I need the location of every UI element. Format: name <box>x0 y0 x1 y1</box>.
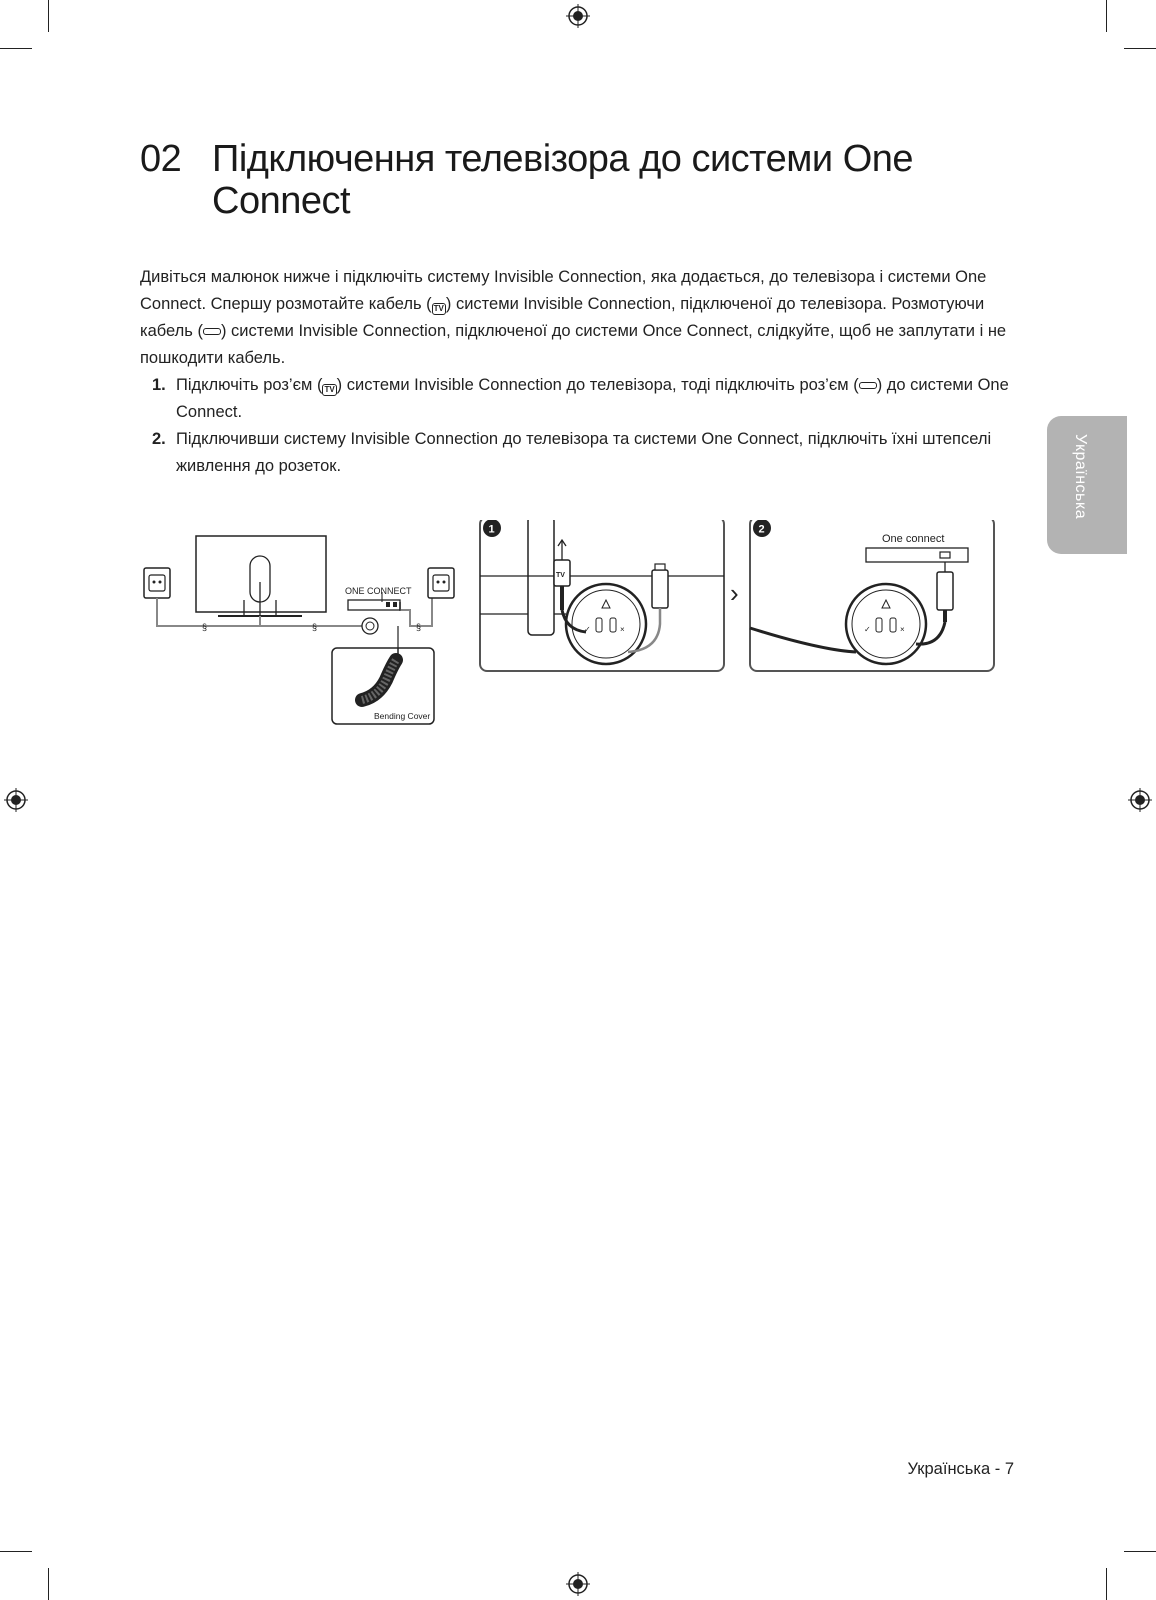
step-2-panel <box>750 520 994 671</box>
svg-text:2: 2 <box>758 523 765 536</box>
cable-reel-icon <box>846 584 926 664</box>
svg-text:×: × <box>900 625 905 634</box>
svg-text:§: § <box>312 622 318 632</box>
svg-text:✓: ✓ <box>584 625 591 634</box>
cable-reel-icon <box>362 618 378 634</box>
page-number: Українська - 7 <box>907 1460 1014 1478</box>
overview-diagram <box>144 536 454 724</box>
crop-mark-top-left-v <box>48 0 49 32</box>
tv-icon <box>196 536 326 616</box>
one-connect-connector-icon <box>859 382 877 389</box>
one-connect-box-icon <box>345 586 412 610</box>
svg-text:×: × <box>620 625 625 634</box>
step-number: 2. <box>152 430 166 448</box>
wall-outlet-left-icon <box>144 568 170 598</box>
wall-outlet-right-icon <box>428 568 454 598</box>
svg-text:✓: ✓ <box>864 625 871 634</box>
step-1-panel <box>480 520 724 671</box>
tv-connector-icon: TV <box>433 304 444 313</box>
svg-text:§: § <box>416 622 422 632</box>
next-step-arrow-icon: › <box>730 578 739 608</box>
one-connect-label: One connect <box>882 533 945 545</box>
crop-mark-bottom-left-h <box>0 1551 32 1552</box>
steps-list <box>140 372 1020 480</box>
list-item: 2. Підключивши систему Invisible Connection до телевізора та системи One Connect, підключіть їхні штепселі живлення до розеток. <box>140 426 1020 480</box>
tv-connector-icon: TV <box>324 385 335 394</box>
crop-mark-bottom-right-v <box>1106 1568 1107 1600</box>
connection-diagram <box>140 520 1020 750</box>
step-number: 1. <box>152 376 166 394</box>
registration-mark-top <box>566 4 590 28</box>
one-connect-connector-icon <box>203 328 221 335</box>
intro-paragraph: Дивіться малюнок нижче і підключіть систему Invisible Connection, яка додається, до телевізора і системи One Connect. Спершу розмотайте кабель ( TV ) системи Invisible Connection, підключеної до телевізора. Розмотуючи кабель ( ) системи Invisible Connection, підключеної до системи Once Connect, слідкуйте, щоб не заплутати і не пошкодити кабель. <box>140 268 1007 367</box>
section-number: 02 <box>140 138 182 180</box>
one-connect-plug-icon <box>652 570 668 608</box>
crop-mark-top-left-h <box>0 48 32 49</box>
registration-mark-right <box>1128 788 1152 812</box>
svg-text:§: § <box>202 622 208 632</box>
crop-mark-bottom-left-v <box>48 1568 49 1600</box>
body-text <box>140 264 1020 480</box>
crop-mark-top-right-v <box>1106 0 1107 32</box>
page-title <box>140 138 1020 222</box>
one-connect-label: ONE CONNECT <box>345 586 412 596</box>
section-title: Підключення телевізора до системи One Connect <box>212 138 914 222</box>
svg-text:TV: TV <box>556 572 565 579</box>
registration-mark-bottom <box>566 1572 590 1596</box>
crop-mark-top-right-h <box>1124 48 1156 49</box>
crop-mark-bottom-right-h <box>1124 1551 1156 1552</box>
list-item: 1. Підключіть роз’єм ( TV ) системи Invisible Connection до телевізора, тоді підключіть роз’єм ( ) до системи One Connect. <box>140 372 1020 426</box>
one-connect-plug-icon <box>937 572 953 610</box>
language-tab <box>1047 416 1127 554</box>
svg-text:1: 1 <box>488 523 495 536</box>
language-tab-label: Українська <box>1072 434 1089 520</box>
registration-mark-left <box>4 788 28 812</box>
bending-cover-callout <box>332 648 434 724</box>
bending-cover-label: Bending Cover <box>374 711 431 721</box>
